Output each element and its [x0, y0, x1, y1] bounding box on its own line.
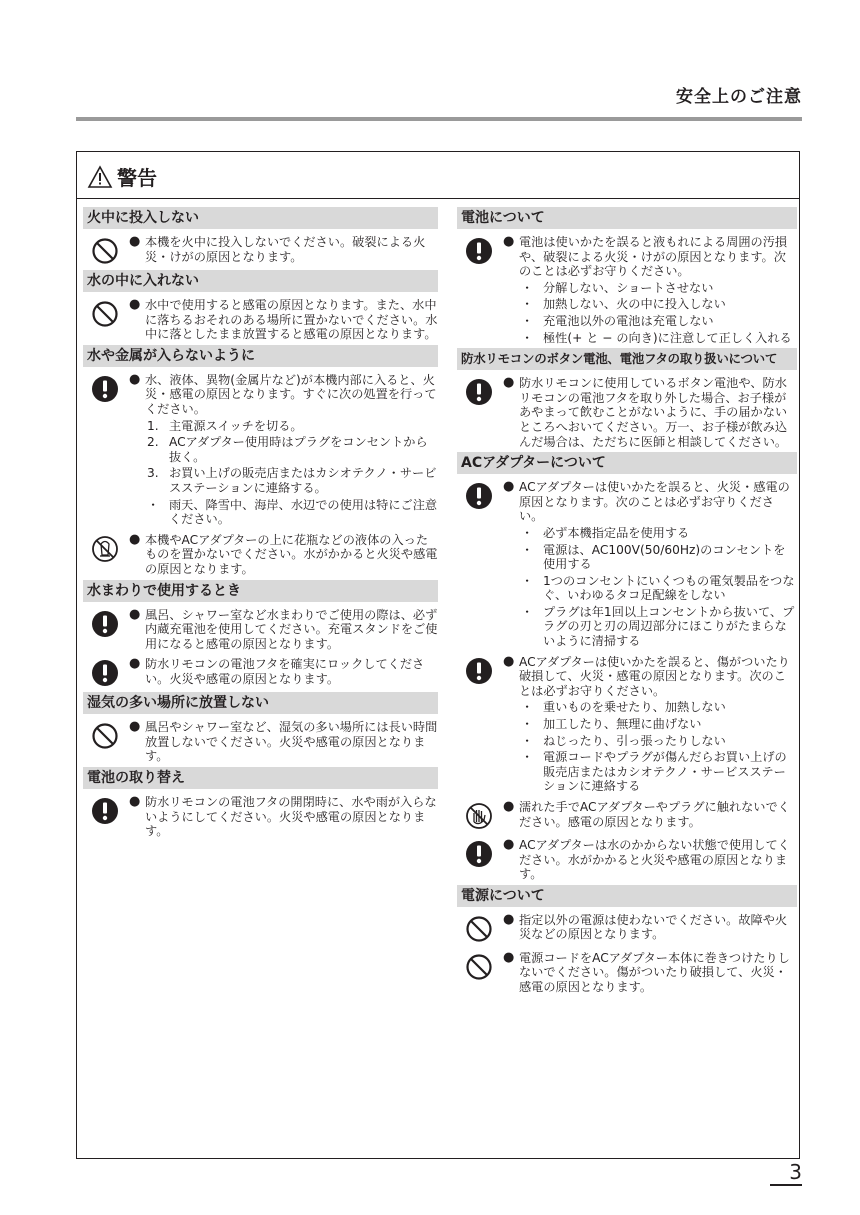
- mandatory-icon: [465, 482, 495, 512]
- sub-item-text: 主電源スイッチを切る。: [169, 418, 303, 433]
- bullet-icon: ●: [129, 656, 141, 672]
- section-heading: 水の中に入れない: [83, 270, 438, 292]
- sub-item-text: 雨天、降雪中、海岸、水辺での使用は特にご注意ください。: [169, 497, 438, 527]
- sub-item-mark: ・: [521, 313, 534, 328]
- sub-item-text: プラグは年1回以上コンセントから抜いて、プラグの刃と刃の周辺部分にほこりがたまらないように清掃する: [543, 604, 795, 649]
- sub-item-mark: ・: [521, 542, 534, 557]
- sub-item: [503, 314, 797, 329]
- item-text: 水、液体、異物(金属片など)が本機内部に入ると、火災・感電の原因となります。すぐに次の処置を行ってください。: [145, 372, 437, 416]
- bullet-line: [503, 235, 797, 279]
- sub-item-text: ACアダプター使用時はプラグをコンセントから抜く。: [169, 435, 428, 464]
- bullet-icon: ●: [503, 949, 515, 965]
- sub-item: [503, 526, 797, 541]
- no-wet-hand-icon: [465, 802, 495, 832]
- sub-item-mark: ・: [521, 750, 534, 765]
- warning-item-body: [129, 657, 438, 689]
- sub-item-mark: 3.: [147, 466, 159, 481]
- bullet-line: [129, 608, 438, 652]
- warning-box: [76, 151, 800, 1159]
- sub-item: [503, 750, 797, 794]
- item-text: ACアダプターは使いかたを誤ると、火災・感電の原因となります。次のことは必ずお守りください。: [519, 480, 790, 524]
- bullet-line: [503, 480, 797, 524]
- right-column: [457, 204, 797, 995]
- sub-item-text: 極性(+ と − の向き)に注意して正しく入れる: [543, 330, 792, 345]
- warning-item-body: [503, 655, 797, 794]
- bullet-icon: ●: [503, 375, 515, 391]
- mandatory-icon: [465, 378, 495, 408]
- bullet-icon: ●: [129, 719, 141, 735]
- bullet-line: [503, 655, 797, 699]
- sub-item-text: 加熱しない、火の中に投入しない: [543, 297, 726, 312]
- sub-item-mark: ・: [521, 330, 534, 345]
- bullet-line: [503, 951, 797, 995]
- bullet-line: [503, 913, 797, 942]
- sub-item-mark: ・: [521, 297, 534, 312]
- sub-item: [129, 435, 438, 464]
- mandatory-icon: [91, 659, 121, 689]
- warning-item: [83, 720, 438, 764]
- warning-item: [83, 373, 438, 527]
- warning-title-text: 警告: [117, 166, 157, 190]
- warning-item-body: [129, 795, 438, 839]
- bullet-icon: ●: [503, 799, 515, 814]
- item-text: 本機やACアダプターの上に花瓶などの液体の入ったものを置かないでください。水がかかると火災や感電の原因となります。: [145, 532, 438, 576]
- prohibit-icon: [91, 300, 121, 330]
- sub-item-text: 分解しない、ショートさせない: [543, 280, 714, 295]
- warning-item: [457, 655, 797, 794]
- sub-item-text: 1つのコンセントにいくつもの電気製品をつなぐ、いわゆるタコ足配線をしない: [543, 573, 795, 603]
- item-text: 水中で使用すると感電の原因となります。また、水中に落ちるおそれのある場所に置かないでください。水中に落としたまま放置すると感電の原因となります。: [145, 298, 438, 342]
- mandatory-icon: [91, 797, 121, 827]
- warning-item: [83, 298, 438, 342]
- bullet-line: [129, 533, 438, 577]
- bullet-icon: ●: [129, 794, 141, 810]
- item-text: 防水リモコンの電池フタを確実にロックしてください。火災や感電の原因となります。: [145, 657, 425, 686]
- warning-item-body: [129, 373, 438, 527]
- sub-item: [129, 466, 438, 495]
- sub-item-mark: ・: [521, 717, 534, 732]
- warning-title: [87, 162, 157, 191]
- sub-item-text: 充電池以外の電池は充電しない: [543, 313, 714, 328]
- section-heading: 水や金属が入らないように: [83, 345, 438, 367]
- warning-item: [457, 800, 797, 832]
- item-text: 防水リモコンに使用しているボタン電池や、防水リモコンの電池フタを取り外した場合、お子様があやまって飲むことがないように、手の届かないところへおいてください。万一、お子様が飲み込んだ場合は、ただちに医師と相談してください。: [519, 376, 788, 449]
- bullet-line: [129, 795, 438, 839]
- warning-item: [83, 795, 438, 839]
- mandatory-icon: [91, 375, 121, 405]
- mandatory-icon: [91, 610, 121, 640]
- warning-item-body: [129, 533, 438, 577]
- sub-item-text: 重いものを乗せたり、加熱しない: [543, 700, 726, 715]
- section-heading: 水まわりで使用するとき: [83, 580, 438, 602]
- sub-item: [503, 297, 797, 312]
- warning-item: [83, 608, 438, 652]
- warning-item: [457, 480, 797, 649]
- warning-item-body: [503, 800, 797, 832]
- warning-item: [457, 838, 797, 882]
- warning-item-body: [503, 480, 797, 649]
- bullet-icon: ●: [129, 234, 141, 249]
- bullet-line: [129, 235, 438, 264]
- warning-item-body: [503, 376, 797, 449]
- header-rule: [76, 117, 802, 121]
- bullet-icon: ●: [129, 297, 141, 312]
- no-water-icon: [91, 535, 121, 565]
- prohibit-icon: [91, 237, 121, 267]
- item-text: 本機を火中に投入しないでください。破裂による火災・けがの原因となります。: [145, 235, 426, 264]
- sub-item: [503, 331, 797, 346]
- title-rule: [77, 198, 799, 199]
- warning-triangle-icon: [87, 165, 113, 189]
- warning-item-body: [503, 235, 797, 345]
- section-heading: ACアダプターについて: [457, 452, 797, 474]
- sub-item: [503, 700, 797, 715]
- bullet-line: [129, 720, 438, 764]
- bullet-icon: ●: [503, 234, 515, 249]
- warning-item: [83, 533, 438, 577]
- bullet-icon: ●: [129, 606, 141, 622]
- section-heading: 火中に投入しない: [83, 207, 438, 229]
- warning-item: [83, 235, 438, 267]
- bullet-line: [503, 376, 797, 449]
- sub-item-mark: ・: [521, 733, 534, 748]
- bullet-line: [129, 298, 438, 342]
- sub-item-mark: ・: [521, 604, 534, 619]
- warning-item-body: [503, 913, 797, 945]
- sub-item-mark: ・: [147, 497, 160, 512]
- sub-item: [503, 281, 797, 296]
- bullet-line: [503, 838, 797, 882]
- sub-item: [503, 543, 797, 572]
- bullet-icon: ●: [503, 911, 515, 927]
- warning-item: [457, 913, 797, 945]
- sub-item: [129, 498, 438, 527]
- item-text: 風呂やシャワー室など、湿気の多い場所には長い時間放置しないでください。火災や感電の原因となります。: [145, 720, 438, 764]
- sub-item-mark: ・: [521, 280, 534, 295]
- section-heading: 電池の取り替え: [83, 767, 438, 789]
- bullet-icon: ●: [129, 531, 141, 547]
- sub-item-text: 電源コードやプラグが傷んだらお買い上げの販売店またはカシオテクノ・サービスステーションに連絡する: [543, 750, 787, 794]
- left-column: [83, 204, 438, 839]
- item-text: 電池は使いかたを誤ると液もれによる周囲の汚損や、破裂による火災・けがの原因となります。次のことは必ずお守りください。: [519, 235, 788, 279]
- item-text: 防水リモコンの電池フタの開閉時に、水や雨が入らないようにしてください。火災や感電の原因となります。: [145, 795, 437, 839]
- bullet-icon: ●: [503, 653, 515, 669]
- sub-item-text: ねじったり、引っ張ったりしない: [543, 733, 726, 748]
- section-heading: 防水リモコンのボタン電池、電池フタの取り扱いについて: [457, 348, 797, 370]
- item-text: 指定以外の電源は使わないでください。故障や火災などの原因となります。: [519, 912, 788, 942]
- prohibit-icon: [91, 722, 121, 752]
- mandatory-icon: [465, 840, 495, 870]
- sub-item-mark: 2.: [147, 435, 159, 450]
- sub-item: [503, 734, 797, 749]
- bullet-line: [129, 657, 438, 686]
- page-number: 3: [770, 1160, 802, 1186]
- sub-item-mark: ・: [521, 573, 534, 588]
- item-text: 濡れた手でACアダプターやプラグに触れないでください。感電の原因となります。: [519, 800, 790, 829]
- sub-item: [503, 717, 797, 732]
- bullet-icon: ●: [503, 479, 515, 495]
- mandatory-icon: [465, 237, 495, 267]
- sub-item-text: お買い上げの販売店またはカシオテクノ・サービスステーションに連絡する。: [169, 466, 437, 495]
- sub-item-text: 必ず本機指定品を使用する: [543, 525, 690, 540]
- prohibit-icon: [465, 953, 495, 983]
- warning-item-body: [503, 951, 797, 995]
- warning-item: [457, 376, 797, 449]
- warning-item: [83, 657, 438, 689]
- section-heading: 電池について: [457, 207, 797, 229]
- item-text: ACアダプターは水のかからない状態で使用してください。水がかかると火災や感電の原因となります。: [519, 838, 790, 882]
- bullet-icon: ●: [503, 837, 515, 852]
- page-header-title: 安全上のご注意: [676, 87, 802, 107]
- warning-item: [457, 951, 797, 995]
- bullet-icon: ●: [129, 371, 141, 387]
- sub-item-text: 加工したり、無理に曲げない: [543, 717, 702, 732]
- section-heading: 電源について: [457, 885, 797, 907]
- warning-item-body: [129, 298, 438, 342]
- sub-item: [503, 574, 797, 603]
- item-text: 電源コードをACアダプター本体に巻きつけたりしないでください。傷がついたり破損して、火災・感電の原因となります。: [519, 950, 790, 994]
- warning-item-body: [503, 838, 797, 882]
- prohibit-icon: [465, 915, 495, 945]
- item-text: 風呂、シャワー室など水まわりでご使用の際は、必ず内蔵充電池を使用してください。充電スタンドをご使用になると感電の原因となります。: [145, 607, 438, 651]
- sub-item: [503, 605, 797, 649]
- sub-item-mark: 1.: [147, 418, 159, 433]
- section-heading: 湿気の多い場所に放置しない: [83, 692, 438, 714]
- item-text: ACアダプターは使いかたを誤ると、傷がついたり破損して、火災・感電の原因となります。次のことは必ずお守りください。: [519, 654, 790, 698]
- bullet-line: [129, 373, 438, 417]
- sub-item: [129, 419, 438, 434]
- warning-item-body: [129, 235, 438, 267]
- sub-item-mark: ・: [521, 525, 534, 540]
- sub-item-text: 電源は、AC100V(50/60Hz)のコンセントを使用する: [543, 542, 786, 572]
- warning-item-body: [129, 720, 438, 764]
- bullet-line: [503, 800, 797, 829]
- warning-item: [457, 235, 797, 345]
- warning-item-body: [129, 608, 438, 652]
- mandatory-icon: [465, 657, 495, 687]
- sub-item-mark: ・: [521, 700, 534, 715]
